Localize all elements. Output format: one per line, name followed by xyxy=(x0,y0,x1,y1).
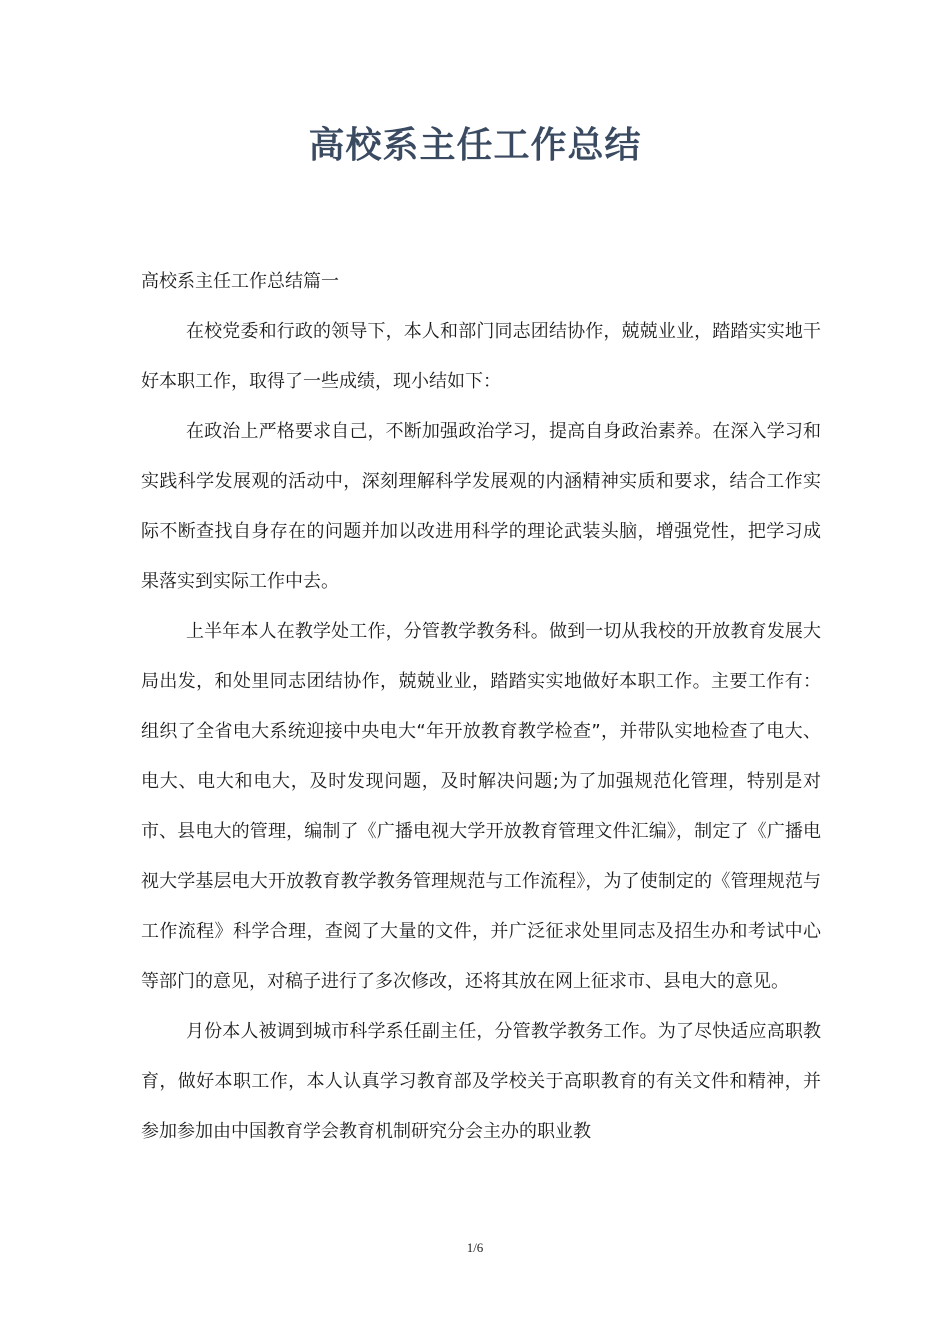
paragraph: 在政治上严格要求自己，不断加强政治学习，提高自身政治素养。在深入学习和实践科学发展观的活动中，深刻理解科学发展观的内涵精神实质和要求，结合工作实际不断查找自身存在的问题并加以改进用科学的理论武装头脑，增强党性，把学习成果落实到实际工作中去。 xyxy=(141,421,821,592)
paragraph: 在校党委和行政的领导下，本人和部门同志团结协作，兢兢业业，踏踏实实地干好本职工作，取得了一些成绩，现小结如下： xyxy=(141,321,821,392)
document-body xyxy=(141,257,821,1157)
page-number: 1/6 xyxy=(466,1240,484,1255)
paragraph: 上半年本人在教学处工作，分管教学教务科。做到一切从我校的开放教育发展大局出发，和处里同志团结协作，兢兢业业，踏踏实实地做好本职工作。主要工作有：组织了全省电大系统迎接中央电大“年开放教育教学检查”，并带队实地检查了电大、电大、电大和电大，及时发现问题，及时解决问题;为了加强规范化管理，特别是对市、县电大的管理，编制了《广播电视大学开放教育管理文件汇编》，制定了《广播电视大学基层电大开放教育教学教务管理规范与工作流程》，为了使制定的《管理规范与工作流程》科学合理，查阅了大量的文件，并广泛征求处里同志及招生办和考试中心等部门的意见，对稿子进行了多次修改，还将其放在网上征求市、县电大的意见。 xyxy=(141,621,821,992)
paragraph: 月份本人被调到城市科学系任副主任，分管教学教务工作。为了尽快适应高职教育，做好本职工作，本人认真学习教育部及学校关于高职教育的有关文件和精神，并参加参加由中国教育学会教育机制研究分会主办的职业教 xyxy=(141,1021,821,1142)
section-heading: 高校系主任工作总结篇一 xyxy=(141,271,339,292)
document-title: 高校系主任工作总结 xyxy=(308,125,642,167)
